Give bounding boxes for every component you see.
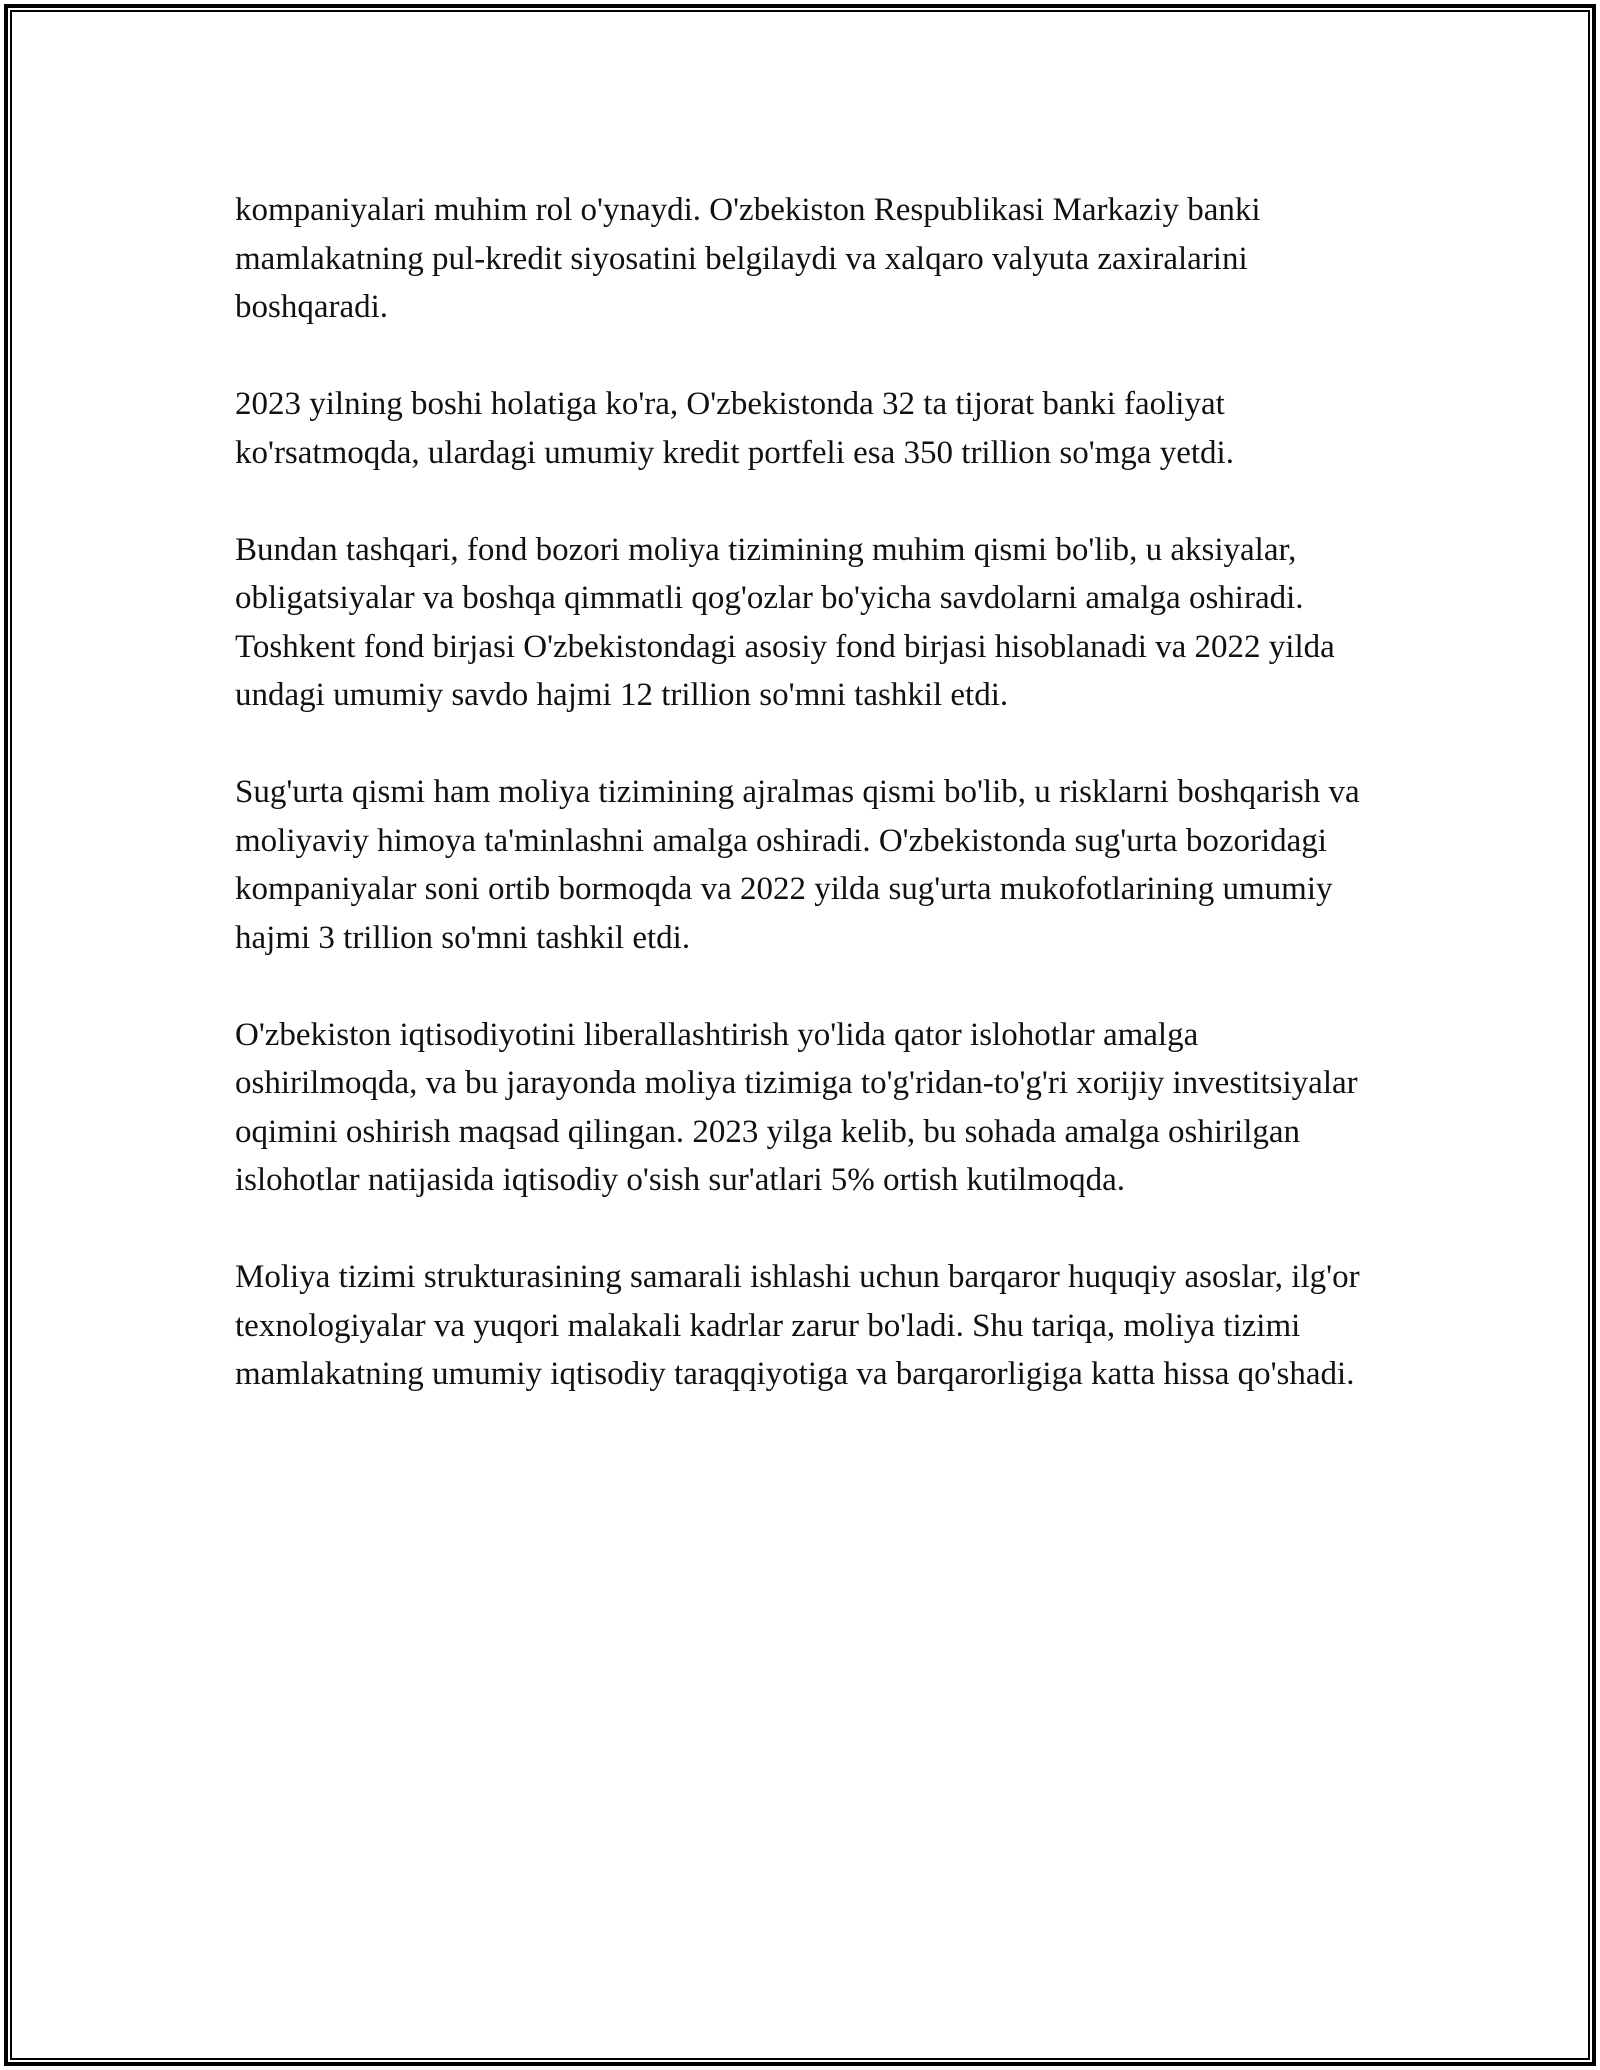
paragraph-6: Moliya tizimi strukturasining samarali ishlashi uchun barqaror huquqiy asoslar, ilg'or texnologiyalar va yuqori malakali kadrlar zarur bo'ladi. Shu tariqa, moliya tizimi mamlakatning umumiy iqtisodiy taraqqiyotiga va barqarorligiga katta hissa qo'shadi.: [235, 1259, 1360, 1392]
paragraph-3: Bundan tashqari, fond bozori moliya tizimining muhim qismi bo'lib, u aksiyalar, obligatsiyalar va boshqa qimmatli qog'ozlar bo'yicha savdolarni amalga oshiradi. Toshkent fond birjasi O'zbekistondagi asosiy fond birjasi hisoblanadi va 2022 yilda undagi umumiy savdo hajmi 12 trillion so'mni tashkil etdi.: [235, 531, 1335, 713]
paragraph-2: 2023 yilning boshi holatiga ko'ra, O'zbekistonda 32 ta tijorat banki faoliyat ko'rsatmoqda, ulardagi umumiy kredit portfeli esa 350 trillion so'mga yetdi.: [235, 386, 1234, 471]
paragraph-1: kompaniyalari muhim rol o'ynaydi. O'zbekiston Respublikasi Markaziy banki mamlakatning pul-kredit siyosatini belgilaydi va xalqaro valyuta zaxiralarini boshqaradi.: [235, 192, 1261, 325]
paragraph-4: Sug'urta qismi ham moliya tizimining ajralmas qismi bo'lib, u risklarni boshqarish va moliyaviy himoya ta'minlashni amalga oshiradi. O'zbekistonda sug'urta bozoridagi kompaniyalar soni ortib bormoqda va 2022 yilda sug'urta mukofotlarining umumiy hajmi 3 trillion so'mni tashkil etdi.: [235, 774, 1360, 956]
document-body: [235, 186, 1375, 1447]
paragraph-5: O'zbekiston iqtisodiyotini liberallashtirish yo'lida qator islohotlar amalga oshirilmoqda, va bu jarayonda moliya tizimiga to'g'ridan-to'g'ri xorijiy investitsiyalar oqimini oshirish maqsad qilingan. 2023 yilga kelib, bu sohada amalga oshirilgan islohotlar natijasida iqtisodiy o'sish sur'atlari 5% ortish kutilmoqda.: [235, 1016, 1358, 1198]
